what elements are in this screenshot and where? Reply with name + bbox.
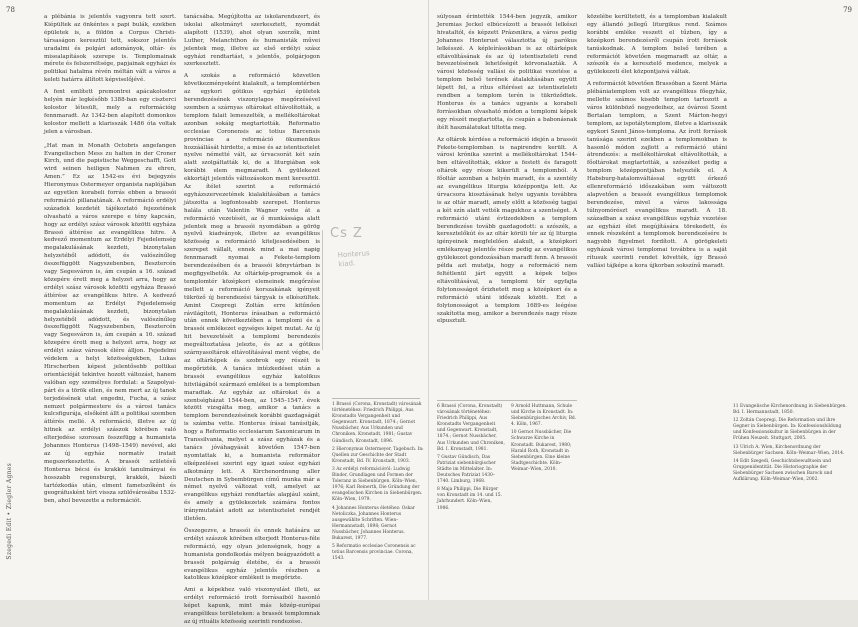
body-paragraph: Ami a képekhez való viszonyulást illeti, az erdélyi reformáció irott forrásaiból hasonló képet kapunk, mint más közép-európai evangélikus területeken: a brassói templomnak az új rituális közösség szerinti rendezése.: [184, 587, 320, 625]
footnote: 14 Edit Szegedi, Geschichtsbewußtsein und Gruppenidentität. Die Historiographie der Siebenbürger Sachsen zwischen Barock und Aufklärung. Köln–Weimar–Wien, 2002.: [733, 458, 833, 483]
right-page-column-2: [587, 14, 727, 594]
right-page-column-1: [437, 14, 577, 394]
left-page: [0, 0, 429, 625]
page-number-left: 78: [6, 6, 15, 14]
left-page-footnotes: [332, 402, 424, 592]
footnote: 12 Zoltán Csepregi, Die Reformation und ihre Gegner in Siebenbürgen. In: Konfessionsbildung und Konfessionskultur in Siebenbürgen in der Frühen Neuzeit. Stuttgart, 2005.: [733, 418, 842, 442]
margin-annotation-note: Honterus kiad.: [337, 249, 370, 269]
footnote: 11 Evangelische Kirchenordnung in Siebenbürgen. Bd. I. Hermannstadt, 1850.: [733, 404, 847, 416]
footnote: 7 Gustav Gündisch, Das Patriziat siebenbürgischer Städte im Mittelalter. In: Deutsches Patriziat 1430–1740. Limburg, 1968.: [437, 454, 496, 485]
body-paragraph: Összegezve, a brassói és ennek hatására az erdélyi szászok körében elterjedt Honterus-féle reformáció, egy olyan jelenségnek, hogy a humanista gondolkodás mélyen beágyazódott a brassói polgárság életébe, és a brassói evangélikus egyház jelentős részben a katolikus középkor emlékeit is megőrizte.: [184, 528, 320, 582]
page-number-right: 79: [843, 6, 852, 14]
footnote: 8 Maja Philippi, Die Bürger von Kronstadt im 14. und 15. Jahrhundert. Köln–Wien, 1986.: [437, 487, 502, 511]
footnote: 3 Az erdélyi reformációról: Ludwig Binder, Grundlagen und Formen der Toleranz in Siebenbürgen. Köln–Wien, 1976; Karl Reinerth, Die Gründung der evangelischen Kirchen in Siebenbürgen. Köln–Wien, 1979.: [332, 466, 423, 503]
footnote: 4 Johannes Honterus életéhez: Oskar Netoliczka, Johannes Honterus ausgewählte Schriften. Wien–Hermannstadt, 1898; Gernot Nussbächer, Johannes Honterus. Bukarest, 1977.: [332, 505, 415, 541]
body-paragraph: A reformációt követően Brassóban a Szent Mária plébániatemplom volt az evangélikus főegyház, mellette számos kisebb templom tartozott a város különböző negyedeihez, az óvárosi Szent Bertalan templom, a Szent Márton-hegyi templom, az ispotálytemplom, illetve a klarisszák egykori Szent János-temploma. Az írott források tanúsága szerint ezekben a templomokban is hasonló módon zajlott a reformáció utáni átrendezés: a mellékoltárokat eltávolították, a főoltárokat megtartották, a szószéket pedig a templom középpontjában helyezték el. A Habsburg-hatalomváltással együtt érkező ellenreformáció időszakában sem változott alapvetően a brassói evangélikus templomok berendezése, mivel a város lakossága túlnyomórészt evangélikus maradt. A 18. században a szász evangélikus egyház vezetése az egyházi élet megújítására törekedett, és ennek részeként a templomok berendezésére is nagyobb figyelmet fordított. A görögkeleti egyházak városi templomai továbbra is a saját rítusuk szerinti rendet követték, így Brassó vallási tájképe a kora újkorban sokszínű maradt.: [587, 81, 727, 270]
footnote: 10 Gernot Nussbächer, Die Schwarze Kirche in Kronstadt. Bukarest, 1980; Harald Roth, Kronstadt in Siebenbürgen. Eine kleine Stadtgeschichte. Köln–Weimar–Wien, 2010.: [511, 430, 572, 472]
body-paragraph: súlyosan érintették 1544-ben jegyzik, amikor Jeremias Jeckel elbúcsúzott a brassói lelkészi hivataltól, és képzett Prázsnikra, a város pedig Johannes Honterust választotta új parókus lelkésszé. A képleírásokban is az oltárképek eltávolításának és az új istentiszteleti rend bevezetésének lehetőségét körvonalazták. A városi közösség vallási és politikai vezetése a templom belső terének átalakításában együtt lépett fel, a rítus eltérései az istentiszteleti rendben a templom terén is tükröződtek. Honterus és a tanács ugyanis a korabeli forrásokban olvasható módon a templomi képek egy részét megtartotta, és csupán a babonásnak ítélt használatukat tiltotta meg.: [437, 14, 577, 131]
body-paragraph: tanácsába. Megújította az iskolarendszert, és iskolai alkotmányt szerkesztett, nyomdát alapított (1539), ahol olyan szerzők, mint Luther, Melanchthon és humanisták művei jelentek meg, illetve az első erdélyi szász egyházi rendtartást, s jelentős, polgárjogon szerkesztett.: [184, 14, 320, 68]
footnote: 2 Hieronymus Ostermeyer, Tagebuch. In: Quellen zur Geschichte der Stadt Kronstadt, Bd. IV. Kronstadt, 1903.: [332, 446, 424, 464]
body-paragraph: a plébánia is jelentős vagyonra tett szert. Kiépültek az önkéntes s papi bulák, ezekben épületek is, a földön a Corpus Christi-társaságon keresztül tett, sokszor jelentős uradalmi és polgári adományok, oltár- és misealapítások szerepe is. Templomainak mérete és felszereltsége, papjainak egyházi és politikai hatalma révén méltán vált a város a keleti határra állított képviselőjévé.: [44, 14, 176, 84]
footnote-rule-right: [437, 400, 577, 401]
body-paragraph: Az oltárok kérdése a reformáció idején a brassói Fekete-templomban is napirendre került. A városi krónika szerint a mellékoltárokat 1544-ben eltávolították, ekkor a festett és faragott oltárok egy része kikerült a templomból. A főoltár azonban a helyén maradt, és a szentély az evangélikus liturgia középpontja lett. Az úrvacsora kiosztásának helye ugyanis továbbra is az oltár maradt, amely előtt a közösség tagjai a két szín alatt vették magukhoz a szentséget. A reformáció utáni évtizedekben a templom berendezése tovább gazdagodott: a szószék, a keresztelőkút és az oltár körüli tér az új liturgia igényeinek megfelelően alakult, a középkori emlékanyag jelentős része pedig az evangélikus gyülekezet gondozásában maradt fenn. A brassói példa azt mutatja, hogy a reformáció nem feltétlenül járt együtt a képek teljes eltávolításával, a templomi tér egyfajta folytonosságot őrizhetett meg a középkori és a reformáció utáni időszak között. Ezt a folytonosságot a templom 1689-es leégése szakította meg, amikor a berendezés nagy része elpusztult.: [437, 136, 577, 325]
right-page-column-3: [733, 14, 851, 399]
running-head: Szegedi Edit • Ziegler Ágnes: [6, 463, 13, 560]
right-page-footnotes-a: [437, 404, 505, 594]
footnote: 9 Arnold Huttmann, Schule und Kirche in Kronstadt. In: Siebenbürgisches Archiv, Bd. 4. Köln, 1967.: [511, 404, 577, 428]
body-paragraph: A fent említett premontrei apácakolostor helyén már legkésőbb 1388-ban egy ciszterci kolostor létesült, mely a reformációig fennmaradt. Az 1342-ben alapított domonkos kolostor mellett a klarisszák 1486 óta voltak jelen a városban.: [44, 89, 176, 135]
right-page-footnotes-c: [733, 404, 851, 594]
footnote: 6 Brassó (Corona, Kronstadt) városának történetéhez: Friedrich Philippi, Aus Kronstadts Vergangenheit und Gegenwart. Kronstadt, 1874.; Gernot Nussbächer, Aus Urkunden und Chroniken, Bd. I. Kronstadt, 1981.: [437, 404, 505, 452]
body-paragraph: „Hat man in Monath Octobris angefangen Evangelischen Mess zu halten in der Croner Kirch, und die papistische Weggeschafft, Gott wird seinen heiligen Nahmen zu ehren, Amen.” Ez az 1542-es évi bejegyzés Hieronymus Ostermeyer organista naplójában az egyetlen korabeli forrás ebben a brassói reformáció pillanatának. A reformáció erdélyi századok kezdetét tájékoztató fejezetének olvasható a város szerepe e tény kapcsán, hogy az erdélyi szász városok közötti egyháza Brassó áttérése az evangélikus hitre. A kedvező momentum az Erdélyi Fejedelemség megalakulásának kezdeti, bizonytalan helyzetéből adódott, és valószínűleg összefüggött Nagyszebenben, Besztercén vagy Segesváron is, ám csupán a 16. század közepére érett meg a helyzet arra, hogy az erdélyi szász városok közötti egyháza Brassó áttérése az evangélikus hitre. A kedvező momentum az Erdélyi Fejedelemség megalakulásának kezdeti, bizonytalan helyzetéből adódott, és valószínűleg összefüggött Nagyszebenben, Besztercén vagy Segesváron is, ám csupán a 16. század közepére érett meg a helyzet arra, hogy az erdélyi szász városok élére álljon. Fejedelmi védelem a helyi közösségekben, Lukas Hirscherben képest jelentősebb poltikai orientációját tekintve hozott változást, hanem valóban egy személyes fordulat: a Szapolyai-párt és a török ellen, és nem mert az új tanok terjedésének utat engedni, Fucha, a szász nemzet polgármestere és a városi tanács kulcsfigurája, elsőként állt a politikai szemben áttérés mellé. A reformáció, illetve az új hitnek az erdélyi szászok körében való elterjedése szorosan összefügg a humanista Johannes Honterus (1498–1549) nevével, aki az új egyház normatív iratait megszerkesztette. A brassói születésű Honterus bécsi és krakkói tanulmányai és hosszabb regensburgi, krakkói, bázeli tartózkodás után, elment fametszőként és geográfusként tért vissza szülővárosába 1532-ben, ahol bevezette a reformációt.: [44, 142, 176, 505]
right-page: [429, 0, 858, 600]
footnote: 1 Brassó (Corona, Kronstadt) városának történetéhez: Friedrich Philippi, Aus Kronstadts Vergangenheit und Gegenwart. Kronstadt, 1874.; Gernot Nussbächer, Aus Urkunden und Chroniken. Kronstadt, 1981; Gustav Gündisch, Kronstadt, 1896.: [332, 402, 422, 444]
left-page-column-2: [184, 14, 320, 625]
margin-annotation-mark: Cs Z: [330, 226, 363, 241]
body-paragraph: közelébe kerültetett, és a templomban kialakult egy állandó jellegű liturgikus rend. Számos korábbi emléke veszett el tűzben, így a középkori berendezésről csupán írott források tanúskodnak. A templom belső terében a reformációt követően megmaradt az oltár, a szószék és a keresztelő medence, melyek a gyülekezeti élet központjaivá váltak.: [587, 14, 727, 76]
left-page-column-1: [44, 14, 176, 594]
margin-pencil-line: [322, 230, 323, 350]
footnote: 13 Ulrich A. Wien, Kirchenordnung der Siebenbürger Sachsen. Köln–Weimar–Wien, 2014.: [733, 444, 845, 456]
right-page-footnotes-b: [511, 404, 579, 594]
body-paragraph: A szokás a reformáció közvetlen következményeként kialakult, a templomtérben az egykori gótikus egyházi épületek berendezésének viszonylagos megőrzésével szemben a szárnyas oltárokat eltávolították, a templom falait lemeszelték, a mellékoltárokat azonban sokáig megtartották. Reformatio ecclesiae Coronensis ac totius Barcensis provinciae a reformáció ökumenikus hozzáállását hirdette, a mise és az istentisztelet nyelve németté vált, az úrvacsorát két szín alatt szolgáltatták ki, de a liturgiában sok korábbi elem megmaradt. A gyülekezet ekkortájt jelentős változásokon ment keresztül. Az ítélet szerint a reformáció egyházszervezetének kialakításában a tanács játszotta a legfontosabb szerepet. Honterus halála után Valentin Wagner vette át a reformáció vezetését, az ő munkássága alatt jelentek meg a brassói nyomdában a görög nyelvű kiadványok, illetve az evangélikus közösség a reformáció kiteljesedésében is szerepet vállalt, ennek mind a mai napig fennmaradt nyomai a Fekete-templom berendezésében és a brassói könyvtárban is megfigyelhetők. Az oltárkép-programok és a templomtér középkori elemeinek megőrzése mellett a reformáció korszakának igényeit tükröző új berendezési tárgyak is elkészültek. Amint Czepregi Zoltán erre kitűnően rávilágított, Honterus írásaiban a reformáció után ennek következtében a templomi és a brassói emlékezet egységes képet mutat. Az új hit bevezetését a templomi berendezés megváltoztatása jelezte, és az a gótikus szárnyasoltárok eltávolításával ment végbe, de az oltárképek és szobrok egy részét is megőrizték. A tanács intézkedései után a brassói evangélikus egyház katolikus hitvilágából származó emlékei is a templomban maradtak. Az egyház az oltárokat és a szentségházat 1544-ben, az 1545–1547. évek között vizsgálta meg, amikor a tanács a templom berendezésének korábbi gazdagságát is számba vette. Honterus írásai tanúsítják, hogy a Reformatio ecclesiarum Saxonicarum in Transsilvania, melyet a szász egyházak és a tanács jóváhagyását követően 1547-ben nyomtattak ki, a humanista reformátor elképzelései szerint egy igazi szász egyházi alkotmány lett. A Kirchenordnung aller Deutschen in Sybembürgen című munka már a német nyelvű változat volt, amelyet az evangélikus egyházi rendtartás alapjául szánt, és amely a gyülekezetek számára fontos iránymutatást adott az istentisztelet rendjét illetően.: [184, 73, 320, 523]
footnote: 5 Reformatio ecclesiae Coronensis ac totius Barcensis provinciae. Corona, 1543.: [332, 544, 416, 562]
footnote-rule-left: [332, 398, 420, 399]
